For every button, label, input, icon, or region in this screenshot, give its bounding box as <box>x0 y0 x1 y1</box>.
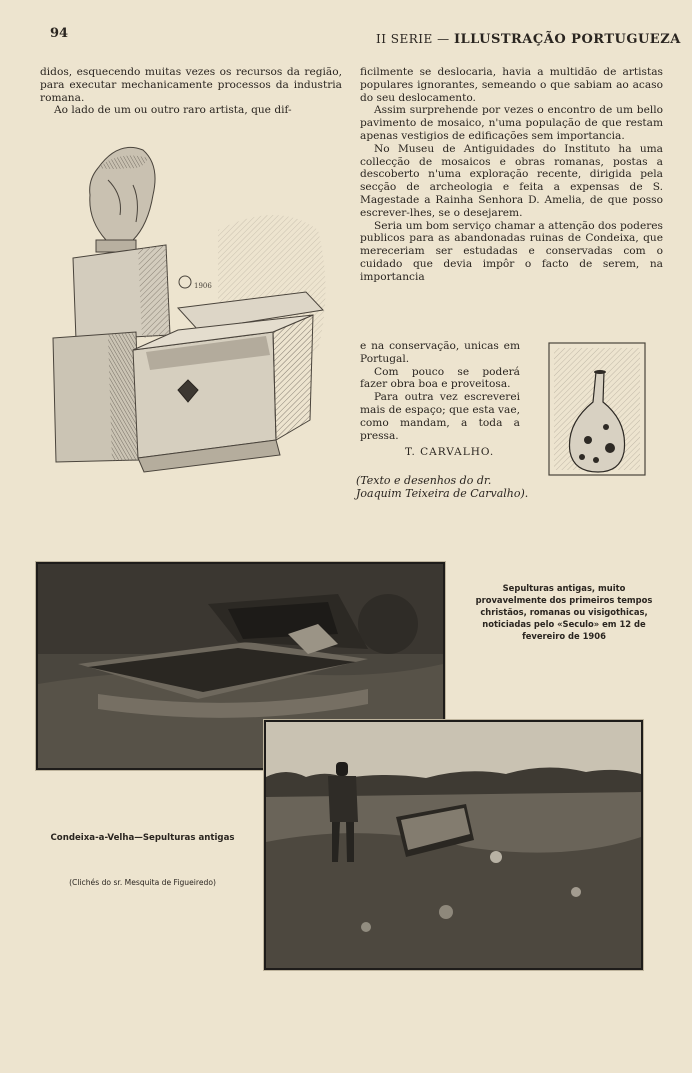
caption-cliches: (Clichés do sr. Mesquita de Figueiredo) <box>69 878 216 887</box>
sketch-vase <box>548 342 646 476</box>
series-label: II SERIE — <box>376 32 450 46</box>
running-header <box>376 32 681 47</box>
author-signature: T. CARVALHO. <box>405 446 495 458</box>
publication-title: ILLUSTRAÇÃO PORTUGUEZA <box>453 32 681 47</box>
vase-drawing <box>548 342 646 476</box>
right-column <box>360 66 663 284</box>
caption-condeixa: Condeixa-a-Velha—Sepulturas antigas <box>50 833 235 843</box>
caption-sepulturas: Sepulturas antigas, muito provavelmente dos primeiros tempos christãos, romanas ou visigothicas, noticiadas pelo «Seculo» em 12 de fevereiro de 1906 <box>475 583 653 641</box>
right-paragraph-5: Com pouco se poderá fazer obra boa e proveitosa. <box>360 365 520 391</box>
photo-sepulturas-2 <box>264 720 643 970</box>
right-column-narrow <box>360 340 520 442</box>
right-paragraph-6: Para outra vez escreverei mais de espaço; que esta vae, como mandam, a toda a pressa. <box>360 391 520 442</box>
left-paragraph-1: didos, esquecendo muitas vezes os recursos da região, para executar mechanicamente processos da industria romana. <box>40 66 342 104</box>
right-paragraph-4-continued: e na conservação, unicas em Portugal. <box>360 340 520 365</box>
right-paragraph-1: ficilmente se deslocaria, havia a multidão de artistas populares ignorantes, semeando o que sabiam ao acaso do seu deslocamento. <box>360 66 663 104</box>
photo-2-image <box>266 722 641 968</box>
right-paragraph-4: Seria um bom serviço chamar a attenção dos poderes publicos para as abandonadas ruinas de Condeixa, que mereceriam ser estudadas e conservadas com o cuidado que devia impôr o facto de serem, na importancia <box>360 219 663 283</box>
right-paragraph-2: Assim surprehende por vezes o encontro de um bello pavimento de mosaico, n'uma população de que restam apenas vestigios de edificações sem importancia. <box>360 104 663 142</box>
sketch-bust-sarcophagi <box>48 140 333 485</box>
sketch-drawing <box>48 140 333 485</box>
left-column <box>40 66 342 117</box>
sketch-monogram: 1906 <box>194 282 212 290</box>
left-paragraph-2: Ao lado de um ou outro raro artista, que dif- <box>54 104 292 117</box>
right-paragraph-3: No Museu de Antiguidades do Instituto ha uma collecção de mosaicos e obras romanas, postas a descoberto n'uma exploração recente, dirigida pela secção de archeologia e feita a expensas de S. Magestade a Rainha Senhora D. Amelia, de que posso escrever-lhes, se o desejarem. <box>360 142 663 219</box>
drawings-credit: (Texto e desenhos do dr. Joaquim Teixeira de Carvalho). <box>356 474 529 500</box>
page-number: 94 <box>50 26 69 41</box>
